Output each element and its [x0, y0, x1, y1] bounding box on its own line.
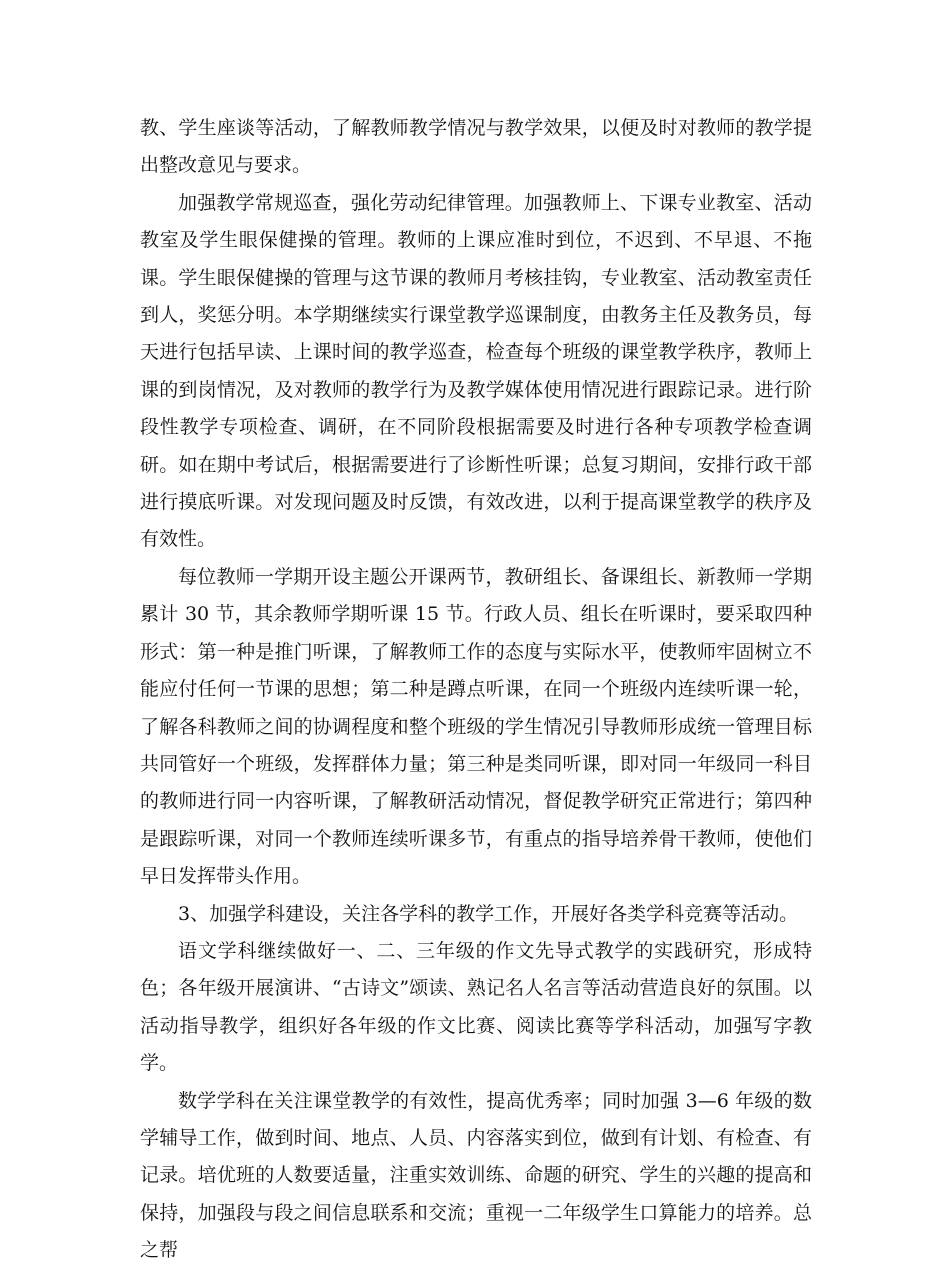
paragraph-teaching-patrol: 加强教学常规巡查，强化劳动纪律管理。加强教师上、下课专业教室、活动教室及学生眼保健操的管理。教师的上课应准时到位，不迟到、不早退、不拖课。学生眼保健操的管理与这节课的教师月考核挂钩，专业教室、活动教室责任到人，奖惩分明。本学期继续实行课堂教学巡课制度，由教务主任及教务员，每天进行包括早读、上课时间的教学巡查，检查每个班级的课堂教学秩序，教师上课的到岗情况，及对教师的教学行为及教学媒体使用情况进行跟踪记录。进行阶段性教学专项检查、调研，在不同阶段根据需要及时进行各种专项教学检查调研。如在期中考试后，根据需要进行了诊断性听课；总复习期间，安排行政干部进行摸底听课。对发现问题及时反馈，有效改进，以利于提高课堂教学的秩序及有效性。 — [140, 191, 812, 551]
paragraph-chinese-subject: 语文学科继续做好一、二、三年级的作文先导式教学的实践研究，形成特色；各年级开展演讲、“古诗文”颂读、熟记名人名言等活动营造良好的氛围。以活动指导教学，组织好各年级的作文比赛、阅读比赛等学科活动，加强写字教学。 — [140, 939, 812, 1075]
document-body — [140, 110, 812, 1270]
paragraph-math-subject: 数学学科在关注课堂教学的有效性，提高优秀率；同时加强 3—6 年级的数学辅导工作，做到时间、地点、人员、内容落实到位，做到有计划、有检查、有记录。培优班的人数要适量，注重实效训练、命题的研究、学生的兴趣的提高和保持，加强段与段之间信息联系和交流；重视一二年级学生口算能力的培养。总之帮 — [140, 1089, 812, 1262]
paragraph-subject-building: 3、加强学科建设，关注各学科的教学工作，开展好各类学科竞赛等活动。 — [178, 902, 799, 925]
paragraph-continuation: 教、学生座谈等活动，了解教师教学情况与教学效果，以便及时对教师的教学提出整改意见与要求。 — [140, 117, 812, 177]
paragraph-lesson-observation: 每位教师一学期开设主题公开课两节，教研组长、备课组长、新教师一学期累计 30 节，其余教师学期听课 15 节。行政人员、组长在听课时，要采取四种形式：第一种是推门听课，了解教师工作的态度与实际水平，使教师牢固树立不能应付任何一节课的思想；第二种是蹲点听课，在同一个班级内连续听课一轮，了解各科教师之间的协调程度和整个班级的学生情况引导教师形成统一管理目标共同管好一个班级，发挥群体力量；第三种是类同听课，即对同一年级同一科目的教师进行同一内容听课，了解教研活动情况，督促教学研究正常进行；第四种是跟踪听课，对同一个教师连续听课多节，有重点的指导培养骨干教师，使他们早日发挥带头作用。 — [140, 565, 812, 888]
